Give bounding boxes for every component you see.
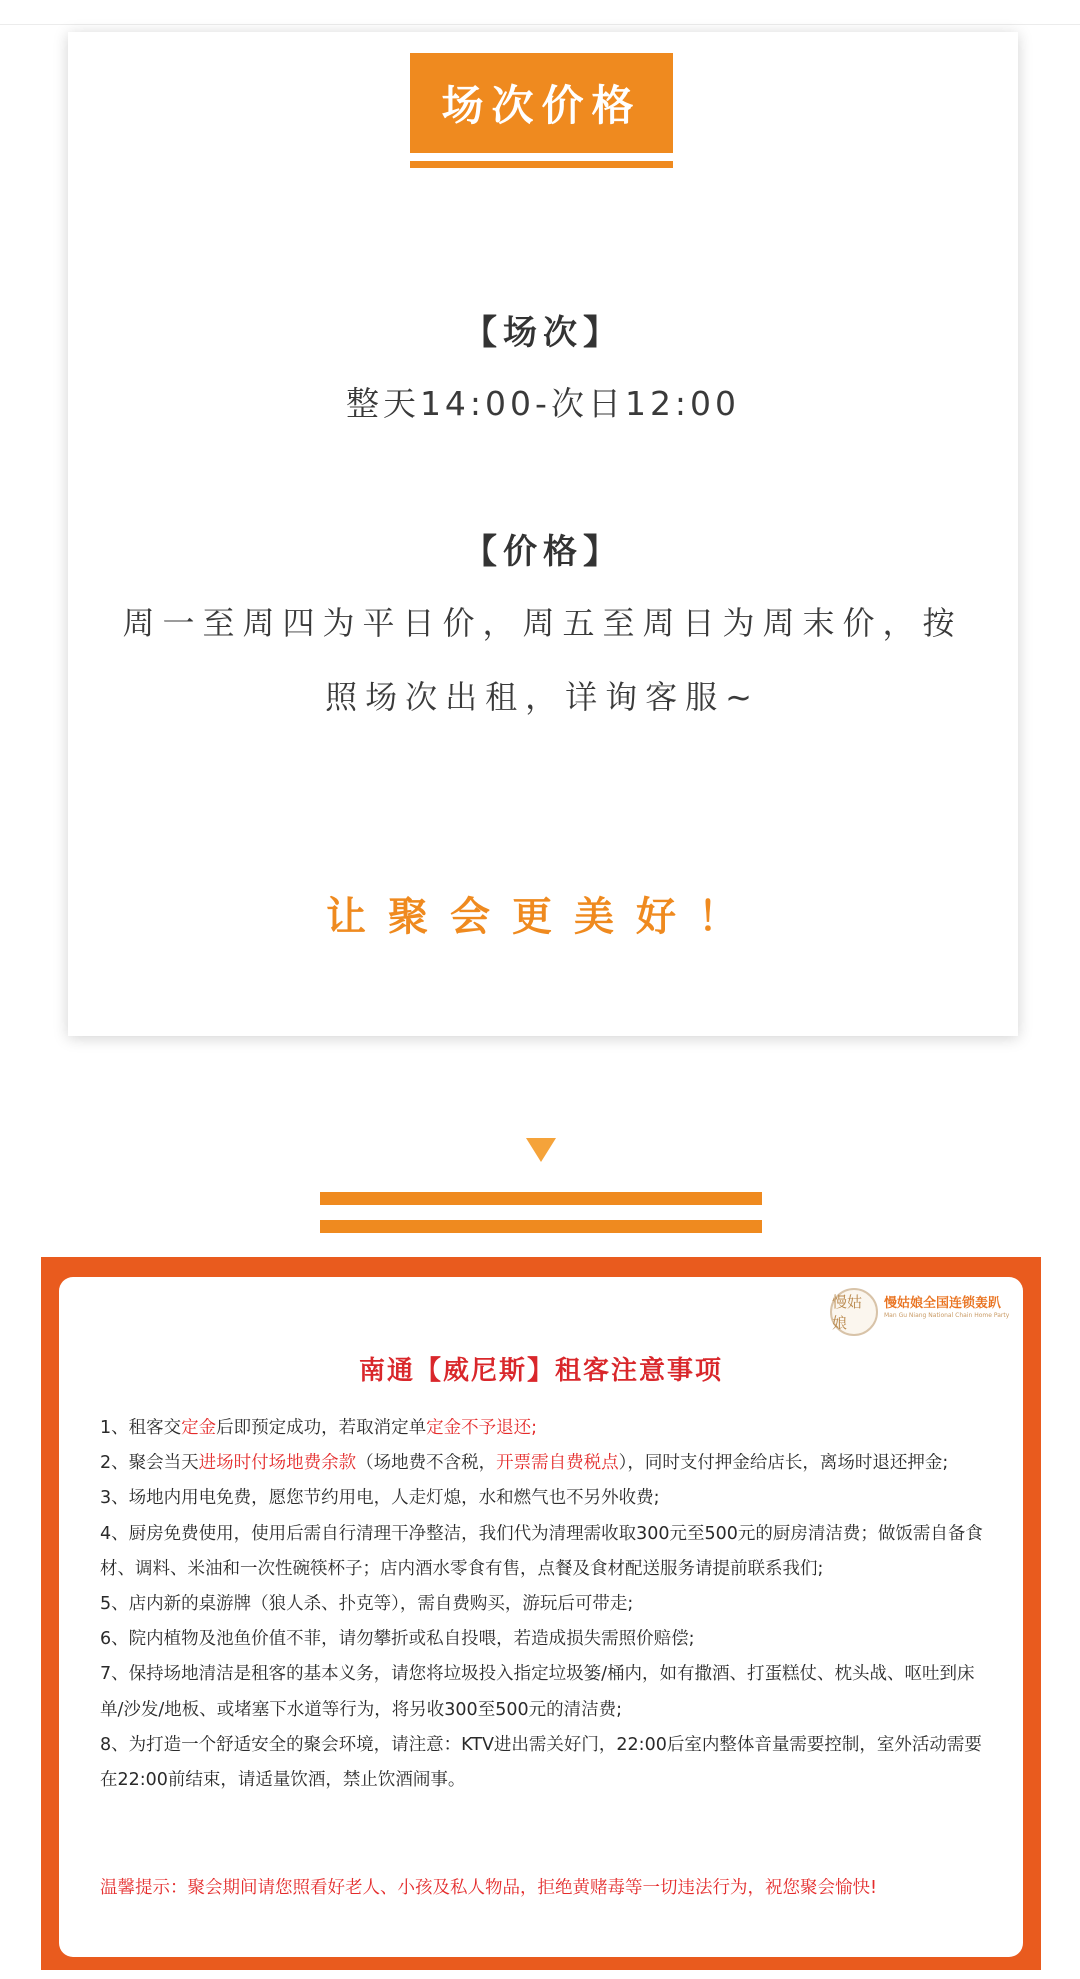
session-label: 【场次】 (463, 313, 623, 353)
rule-1: 1、租客交定金后即预定成功，若取消定单定金不予退还; (100, 1418, 538, 1438)
rule-3: 3、场地内用电免费，愿您节约用电，人走灯熄，水和燃气也不另外收费; (100, 1488, 660, 1509)
slogan: 让聚会更美好！ (326, 894, 760, 940)
logo-subtext: Man Gu Niang National Chain Home Party (884, 1312, 1010, 1319)
rule-6: 6、院内植物及池鱼价值不菲，请勿攀折或私自投喂，若造成损失需照价赔偿; (100, 1629, 695, 1650)
session-time: 整天14:00-次日12:00 (345, 384, 741, 423)
title-underline (410, 161, 673, 168)
price-line-2: 照场次出租，详询客服~ (325, 678, 760, 716)
rule-7: 7、保持场地清洁是租客的基本义务，请您将垃圾投入指定垃圾篓/桶内，如有撒酒、打蛋糕仗、枕头战、呕吐到床单/沙发/地板、或堵塞下水道等行为，将另收300至500元的清洁费; (100, 1664, 975, 1720)
rule-4: 4、厨房免费使用，使用后需自行清理干净整洁，我们代为清理需收取300元至500元的厨房清洁费；做饭需自备食材、调料、米油和一次性碗筷杯子；店内酒水零食有售，点餐及食材配送服务请提前联系我们; (100, 1523, 983, 1579)
warm-tip: 温馨提示：聚会期间请您照看好老人、小孩及私人物品，拒绝黄赌毒等一切违法行为，祝您聚会愉快! (100, 1878, 878, 1898)
price-label: 【价格】 (463, 532, 623, 572)
top-divider (0, 24, 1080, 25)
rules-list (100, 1411, 990, 1798)
logo-mark-icon: 慢姑娘 (830, 1288, 878, 1336)
rule-8: 8、为打造一个舒适安全的聚会环境，请注意：KTV进出需关好门，22:00后室内整体音量需要控制，室外活动需要在22:00前结束，请适量饮酒，禁止饮酒闹事。 (100, 1734, 982, 1791)
rule-2: 2、聚会当天进场时付场地费余款（场地费不含税，开票需自费税点），同时支付押金给店长，离场时退还押金; (100, 1453, 949, 1474)
divider-bar-bottom (320, 1220, 762, 1233)
notice-title: 南通【威尼斯】租客注意事项 (358, 1356, 723, 1386)
price-line-1: 周一至周四为平日价，周五至周日为周末价，按 (122, 604, 963, 642)
logo-text: 慢姑娘全国连锁轰趴 (884, 1296, 1002, 1311)
brand-logo (830, 1288, 1010, 1338)
down-triangle-icon (526, 1138, 556, 1162)
price-description (95, 586, 990, 734)
rule-5: 5、店内新的桌游牌（狼人杀、扑克等），需自费购买，游玩后可带走; (100, 1594, 634, 1615)
divider-bar-top (320, 1192, 762, 1205)
pricing-title: 场次价格 (410, 53, 673, 153)
